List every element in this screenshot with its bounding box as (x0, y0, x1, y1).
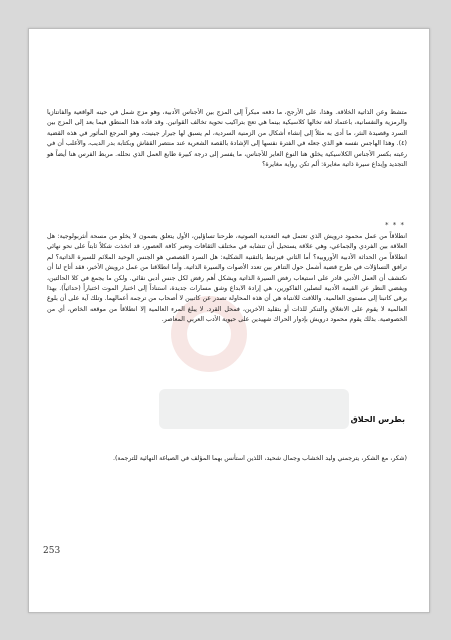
paragraph-3: (شكر، مع الشكر، يترجمني وليد الخشاب وجمال شحيد، اللذين استأنس بهما المؤلف في الصياغة النهائية للترجمة). (112, 455, 407, 462)
paragraph-2: انطلاقاً من عمل محمود درويش الذي تعتمل فيه التعددية الصوتية، طرحنا تساؤلين، الأول يتعلق بضمون لا يخلو من مسحة أنثربولوجية: هل العلاقة بين الفردي والجماعي، وهي علاقة يستحيل أن تتشابه في مختلف الثقافات وتعبر كافة العصور، قد اتخذت شكلاً ثابتاً على نحو نهائي انطلاقاً من الحداثة الأدبية الأوروبية؟ أما الثاني فيرتبط بالتقنية الشكلية: هل السرد القصصي هو الجنس الوحيد الملائم للسيرة الذاتية؟ لم ترافق التساؤلات في طرح قضية أشمل حول التنافر بين تعدد الأصوات والسيرة الذاتية. وأما انطلاقنا من عمل درويش الأخير، فقد أتاح لنا أن نكتشف أن العمل الأدبي قادر على استيعاب رفض السيرة الذاتية ويشكل أهم رفض لكل جنس أدبي نقائي. ولكن ما يجمع في كلا الحالتين، ويفضي النظر عن القيمة الأدبية لنصلين الفاكورين، هي إرادة الابداع وشق مسارات جديدة، استناداً إلى اختبار الموت اختباراً (حداثياً). بهذا يرقى كاتبنا إلى مستوى العالمية. واللافت للانتباه هي أن هذه المحاولة تصدر عن كاتبين لا أصحاب من ترجمة أعمالهما. وتلك آية على أن بلوغ العالمية لا يقوم على الانغلاق والتنكر للذات أو بتقليد الآخرين، فمحل القرد. لا يبلغ المرء العالمية إلا انطلاقاً من موقعه الخاص، أي من الخصوصية. بذلك يقوم محمود درويش بإدوار الحراك شهيدين على حيوية الأدب العربي المعاصر. (47, 233, 407, 324)
section-separator: * * * (385, 221, 405, 229)
author-heading: بطرس الحلاق (350, 415, 405, 424)
page-number: 253 (43, 546, 61, 556)
document-page (28, 28, 430, 613)
paragraph-1: متشظ وعن الذاتية الخلاقة. وهذا، على الأرجح، ما دفعه مبكراً إلى المزج بين الأجناس الأدبية، وهو مزج شمل في حينه الواقعية والفانتازيا والرمزية والنفسانية، باعتماد لغة تخالها كلاسيكية بينما هي تعج بتراكيب نحوية تخالف القوانين. وقد قاده هذا المنطق فيما بعد إلى المزج بين السرد وقصيدة النثر، ما أدى به مثلاً إلى إنشاء أشكال من الزمنية السردية، لم يسبق لها جيرار جينيت، وهو المرجع المأثور في هذه القضية (٤). وهذا الهاجس نفسه هو الذي جعله في الفترة نفسها إلى الإشادة بالقصة الشعرية عند منتصر القفاش وبكتابة بدر الديب، والأغلب أن في رغبته بكسر الأجناس الكلاسيكية يخلق هنا النوع العابر للأجناس، ما يفسر إلى درجة كبيرة طابع العمل الذي نحلله. مربط الفرس هنا أيضاً هو التجديد وإبداع سيرة ذاتية مغايرة: ألم تكن رواية مغايرة؟ (47, 109, 407, 169)
